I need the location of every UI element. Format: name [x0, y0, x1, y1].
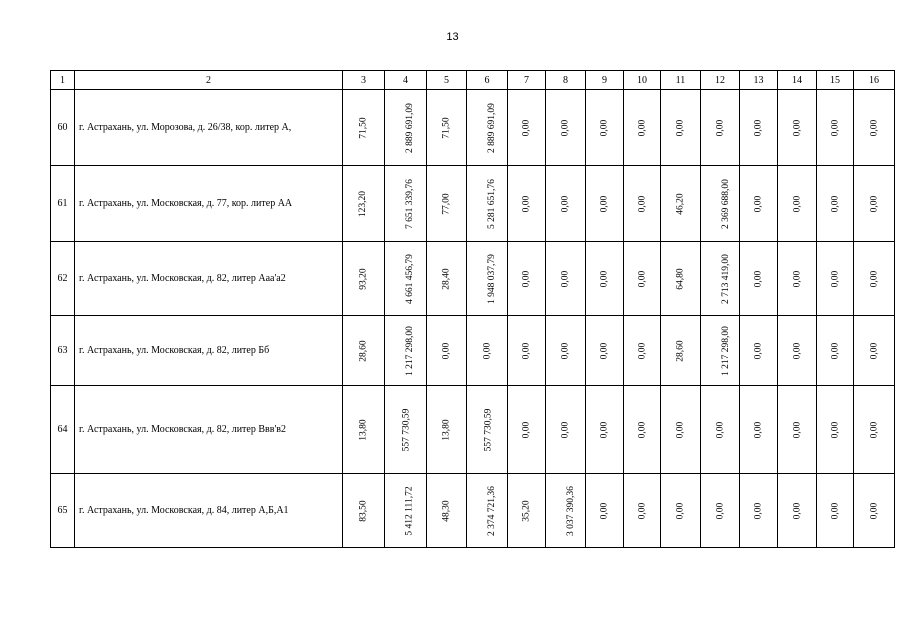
value-cell [701, 474, 740, 548]
value-text: 83,50 [358, 500, 369, 522]
value-text: 0,00 [792, 502, 802, 520]
column-header: 14 [778, 71, 817, 90]
value-text: 0,00 [637, 195, 647, 213]
column-header: 4 [385, 71, 427, 90]
value-text: 0,00 [482, 342, 492, 360]
value-cell [817, 316, 854, 386]
value-cell [427, 386, 467, 474]
row-number: 64 [51, 386, 75, 474]
value-cell [854, 242, 895, 316]
value-text: 0,00 [521, 342, 532, 360]
value-text: 71,50 [358, 117, 369, 139]
value-text: 5 412 111,72 [404, 486, 415, 536]
value-text: 28,60 [358, 340, 369, 362]
value-text: 0,00 [792, 342, 802, 360]
value-cell [385, 386, 427, 474]
row-address: г. Астрахань, ул. Морозова, д. 26/38, кор. литер А, [75, 90, 343, 166]
value-text: 0,00 [753, 195, 764, 213]
value-text: 0,00 [560, 421, 571, 439]
value-cell [586, 316, 624, 386]
value-cell [586, 386, 624, 474]
value-cell [343, 242, 385, 316]
value-text: 0,00 [599, 421, 610, 439]
value-text: 0,00 [637, 502, 647, 520]
value-cell [817, 166, 854, 242]
value-text: 0,00 [869, 119, 879, 137]
row-address: г. Астрахань, ул. Московская, д. 82, литер Аaa'a2 [75, 242, 343, 316]
value-cell [427, 474, 467, 548]
column-header: 13 [740, 71, 778, 90]
value-text: 1 217 298,00 [404, 326, 415, 376]
value-cell [740, 90, 778, 166]
value-text: 0,00 [521, 195, 532, 213]
value-cell [546, 474, 586, 548]
value-text: 0,00 [560, 119, 571, 137]
value-text: 0,00 [715, 421, 725, 439]
value-text: 0,00 [715, 119, 725, 137]
value-text: 7 651 339,76 [404, 179, 415, 229]
row-number: 60 [51, 90, 75, 166]
value-cell [624, 90, 661, 166]
value-text: 0,00 [792, 421, 802, 439]
value-text: 28,40 [441, 268, 452, 290]
value-cell [661, 242, 701, 316]
value-cell [508, 316, 546, 386]
row-address: г. Астрахань, ул. Московская, д. 82, литер Ввв'в2 [75, 386, 343, 474]
value-cell [740, 386, 778, 474]
value-cell [740, 242, 778, 316]
value-cell [508, 386, 546, 474]
value-cell [854, 166, 895, 242]
value-text: 0,00 [599, 502, 610, 520]
value-cell [701, 90, 740, 166]
value-cell [467, 386, 508, 474]
column-header: 7 [508, 71, 546, 90]
row-number: 61 [51, 166, 75, 242]
value-cell [343, 316, 385, 386]
value-text: 1 948 037,79 [486, 254, 497, 304]
row-address: г. Астрахань, ул. Московская, д. 84, литер А,Б,А1 [75, 474, 343, 548]
value-text: 2 889 691,09 [404, 103, 415, 153]
column-header: 2 [75, 71, 343, 90]
value-cell [778, 474, 817, 548]
value-text: 93,20 [358, 268, 369, 290]
value-text: 0,00 [521, 119, 532, 137]
value-cell [854, 316, 895, 386]
page-number: 13 [446, 31, 459, 43]
value-cell [740, 166, 778, 242]
value-cell [778, 386, 817, 474]
value-cell [661, 474, 701, 548]
value-cell [546, 386, 586, 474]
value-text: 77,00 [441, 193, 452, 215]
value-text: 557 730,59 [483, 408, 494, 452]
value-cell [778, 90, 817, 166]
row-number: 62 [51, 242, 75, 316]
value-cell [467, 242, 508, 316]
value-text: 0,00 [715, 502, 725, 520]
value-cell [624, 474, 661, 548]
value-cell [778, 166, 817, 242]
value-cell [817, 474, 854, 548]
value-cell [546, 166, 586, 242]
value-text: 1 217 298,00 [720, 326, 731, 376]
value-cell [817, 90, 854, 166]
property-table [50, 70, 895, 548]
value-text: 13,80 [358, 419, 369, 441]
value-text: 46,20 [675, 193, 686, 215]
value-text: 0,00 [599, 342, 610, 360]
column-header: 8 [546, 71, 586, 90]
column-header: 6 [467, 71, 508, 90]
value-text: 3 037 390,36 [565, 486, 576, 536]
column-header: 1 [51, 71, 75, 90]
value-text: 0,00 [753, 421, 764, 439]
value-text: 0,00 [830, 502, 840, 520]
value-cell [854, 386, 895, 474]
column-header: 16 [854, 71, 895, 90]
value-cell [854, 90, 895, 166]
value-cell [546, 316, 586, 386]
table-row [51, 242, 895, 316]
value-text: 0,00 [792, 195, 802, 213]
value-text: 0,00 [675, 421, 686, 439]
value-text: 0,00 [869, 502, 879, 520]
value-text: 0,00 [637, 421, 647, 439]
value-text: 2 889 691,09 [486, 103, 497, 153]
value-cell [661, 90, 701, 166]
value-text: 0,00 [637, 270, 647, 288]
table-row [51, 474, 895, 548]
value-text: 71,50 [441, 117, 452, 139]
value-cell [508, 166, 546, 242]
value-text: 0,00 [830, 421, 840, 439]
value-cell [740, 474, 778, 548]
value-cell [701, 316, 740, 386]
value-text: 0,00 [753, 342, 764, 360]
value-text: 0,00 [830, 195, 840, 213]
value-cell [624, 242, 661, 316]
value-text: 0,00 [599, 195, 610, 213]
value-text: 0,00 [869, 342, 879, 360]
row-address: г. Астрахань, ул. Московская, д. 77, кор. литер АА [75, 166, 343, 242]
value-text: 0,00 [830, 270, 840, 288]
column-header: 10 [624, 71, 661, 90]
row-number: 65 [51, 474, 75, 548]
value-cell [385, 474, 427, 548]
value-cell [586, 166, 624, 242]
value-cell [624, 386, 661, 474]
value-cell [778, 242, 817, 316]
value-cell [661, 316, 701, 386]
value-cell [817, 242, 854, 316]
value-cell [467, 316, 508, 386]
row-number: 63 [51, 316, 75, 386]
value-text: 0,00 [869, 421, 879, 439]
value-text: 0,00 [675, 502, 686, 520]
value-cell [624, 316, 661, 386]
value-text: 2 369 688,00 [720, 179, 731, 229]
table-header-row [51, 71, 895, 90]
value-cell [701, 242, 740, 316]
column-header: 9 [586, 71, 624, 90]
value-cell [467, 90, 508, 166]
value-text: 0,00 [637, 119, 647, 137]
column-header: 12 [701, 71, 740, 90]
value-text: 0,00 [753, 502, 764, 520]
value-cell [343, 474, 385, 548]
value-cell [586, 90, 624, 166]
value-text: 35,20 [521, 500, 532, 522]
value-cell [385, 316, 427, 386]
value-text: 0,00 [637, 342, 647, 360]
column-header: 11 [661, 71, 701, 90]
value-text: 0,00 [675, 119, 686, 137]
value-text: 0,00 [869, 195, 879, 213]
value-cell [467, 474, 508, 548]
value-cell [508, 474, 546, 548]
value-cell [546, 242, 586, 316]
value-cell [427, 90, 467, 166]
value-text: 0,00 [521, 421, 532, 439]
value-text: 64,80 [675, 268, 686, 290]
value-cell [546, 90, 586, 166]
table-row [51, 386, 895, 474]
value-cell [701, 166, 740, 242]
value-text: 5 281 651,76 [486, 179, 497, 229]
value-cell [854, 474, 895, 548]
value-cell [508, 90, 546, 166]
value-cell [701, 386, 740, 474]
value-text: 0,00 [830, 342, 840, 360]
value-text: 0,00 [599, 270, 610, 288]
value-cell [467, 166, 508, 242]
value-text: 0,00 [753, 270, 764, 288]
value-text: 0,00 [560, 342, 571, 360]
value-cell [624, 166, 661, 242]
value-text: 0,00 [560, 270, 571, 288]
value-cell [343, 90, 385, 166]
column-header: 5 [427, 71, 467, 90]
value-cell [343, 386, 385, 474]
value-cell [385, 90, 427, 166]
value-cell [508, 242, 546, 316]
value-cell [343, 166, 385, 242]
value-cell [586, 474, 624, 548]
value-text: 0,00 [830, 119, 840, 137]
value-text: 2 713 419,00 [720, 254, 731, 304]
value-text: 0,00 [599, 119, 610, 137]
value-text: 0,00 [792, 270, 802, 288]
value-cell [427, 166, 467, 242]
value-text: 0,00 [753, 119, 764, 137]
value-cell [385, 166, 427, 242]
table-row [51, 90, 895, 166]
value-text: 4 661 456,79 [404, 254, 415, 304]
value-cell [427, 242, 467, 316]
value-text: 0,00 [560, 195, 571, 213]
value-cell [586, 242, 624, 316]
value-text: 13,80 [441, 419, 452, 441]
value-text: 123,20 [358, 190, 369, 218]
value-cell [817, 386, 854, 474]
column-header: 15 [817, 71, 854, 90]
value-text: 0,00 [521, 270, 532, 288]
value-text: 2 374 721,36 [486, 486, 497, 536]
value-cell [778, 316, 817, 386]
value-cell [661, 166, 701, 242]
value-cell [427, 316, 467, 386]
value-text: 0,00 [792, 119, 802, 137]
value-text: 0,00 [869, 270, 879, 288]
value-cell [740, 316, 778, 386]
column-header: 3 [343, 71, 385, 90]
row-address: г. Астрахань, ул. Московская, д. 82, литер Бб [75, 316, 343, 386]
value-cell [661, 386, 701, 474]
table-row [51, 166, 895, 242]
value-text: 0,00 [441, 342, 452, 360]
value-text: 48,30 [441, 500, 452, 522]
value-text: 557 730,59 [401, 408, 412, 452]
table-row [51, 316, 895, 386]
value-cell [385, 242, 427, 316]
value-text: 28,60 [675, 340, 686, 362]
